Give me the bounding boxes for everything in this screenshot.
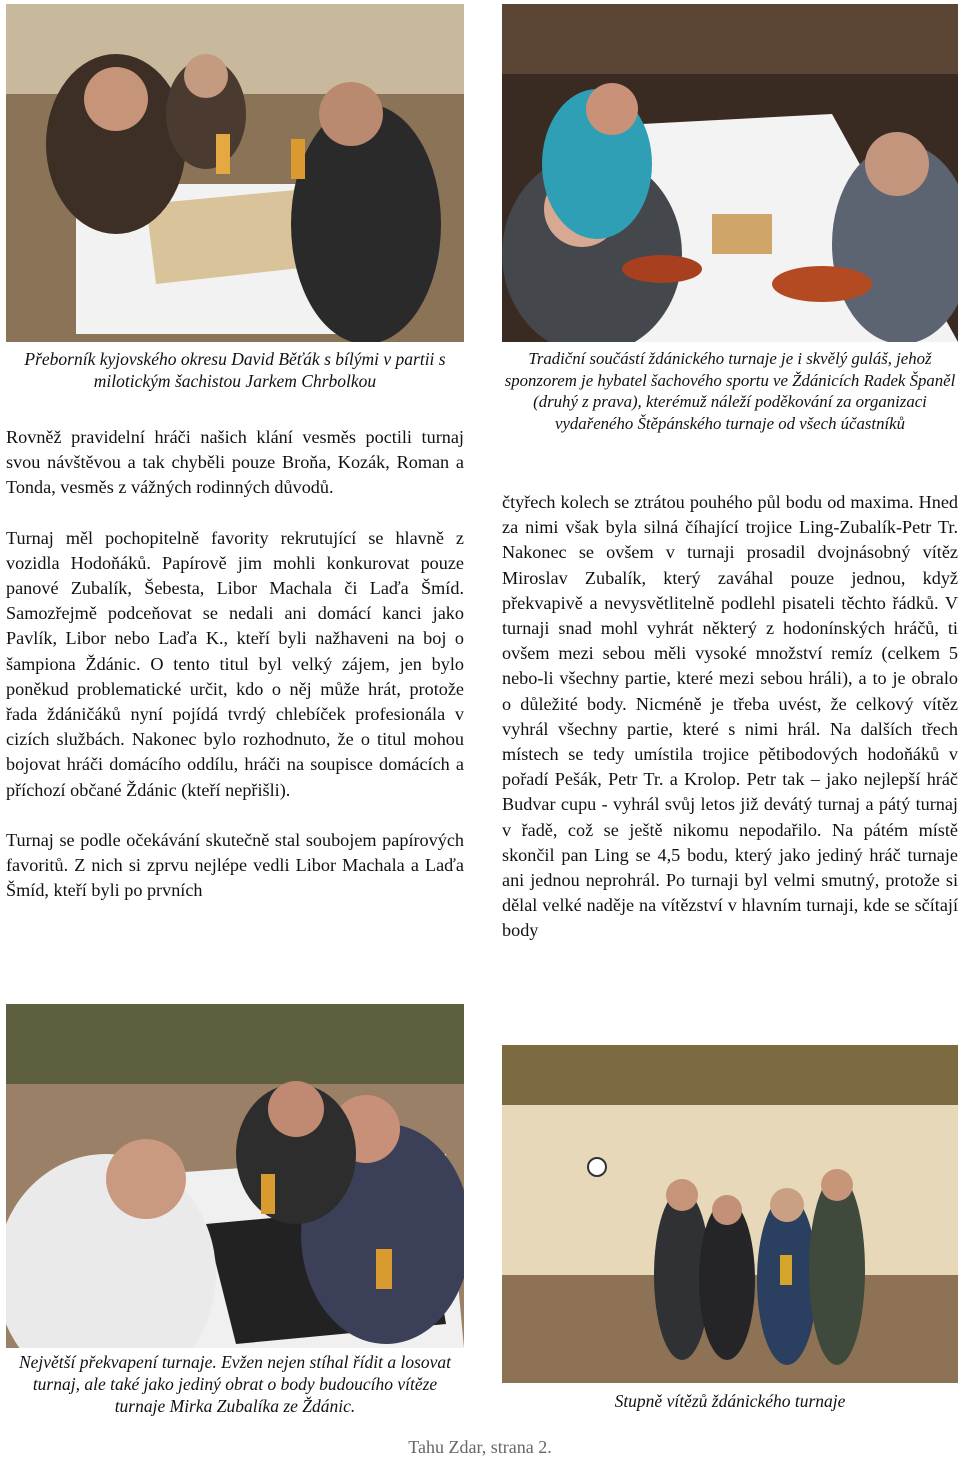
photo-chess-players-top-left (6, 4, 464, 342)
caption-bottom-right: Stupně vítězů ždánického turnaje (614, 1391, 846, 1411)
photo-scene (6, 4, 464, 342)
caption-bottom-left: Největší překvapení turnaje. Evžen nejen stíhal řídit a losovat turnaj, ale také jako jediný obrat o body budoucího vítěze turnaje Mirka Zubalíka ze Ždánic. (18, 1352, 452, 1416)
photo-chess-players-bottom-left (6, 1004, 464, 1348)
paragraph: čtyřech kolech se ztrátou pouhého půl bodu od maxima. Hned za nimi však byla silná číhající trojice Ling-Zubalík-Petr Tr. Nakonec se ovšem v turnaji prosadil dvojnásobný vítěz Miroslav Zubalík, který zaváhal pouze jednou, když překvapivě a nevysvětlitelně podlehl pisateli těchto řádků. V turnaji snad mohl vyhrát některý z hodonínských hráčů, ti ovšem mezi sebou měli vysoké množství remíz (celkem 5 nebo-li všechny partie, které mezi sebou hráli), a to je obralo o důležité body. Nicméně je třeba uvést, že celkový vítěz vyhrál všechny partie, které s nimi hrál. Na dalších třech místech se tedy umístila trojice pětibodových hodoňáků v pořadí Pešák, Petr Tr. a Krolop. Petr tak – jako nejlepší hráč Budvar cupu - vyhrál svůj letos již devátý turnaj a pátý turnaj v řadě, což se ještě nikomu nepodařilo. Na pátém místě skončil pan Ling se 4,5 bodu, který jako jediný hráč turnaje ani jednou neprohrál. Po turnaji byl velmi smutný, protože si dělal velké naděje na vítězství v hlavním turnaji, kde se sčítají body (502, 492, 958, 941)
page-footer: Tahu Zdar, strana 2. (408, 1437, 552, 1457)
photo-goulash-top-right (502, 4, 958, 342)
left-column-text (6, 425, 464, 903)
paragraph: Rovněž pravidelní hráči našich klání vesměs poctili turnaj svou návštěvou a tak chyběli pouze Broňa, Kozák, Roman a Tonda, vesměs z vážných rodinných důvodů. (6, 427, 464, 498)
paragraph: Turnaj se podle očekávání skutečně stal soubojem papírových favoritů. Z nich si zprvu nejlépe vedli Libor Machala a Laďa Šmíd, kteří byli po prvních (6, 829, 464, 901)
photo-scene (502, 4, 958, 342)
caption-top-right: Tradiční součástí ždánického turnaje je i skvělý guláš, jehož sponzorem je hybatel šachového sportu ve Ždánicích Radek Španěl (druhý z prava), kterémuž náleží poděkování za organizaci vydařeného Štěpánského turnaje od všech účastníků (504, 349, 956, 433)
caption-top-left: Přeborník kyjovského okresu David Běťák s bílými v partii s milotickým šachistou Jarkem Chrbolkou (24, 349, 446, 391)
photo-scene (6, 1004, 464, 1348)
right-column-text (502, 490, 958, 944)
paragraph: Turnaj měl pochopitelně favority rekrutující se hlavně z vozidla Hodoňáků. Papírově jim mohli konkurovat pouze panové Zubalík, Šebesta, Libor Machala či Laďa Šmíd. Samozřejmě podceňovat se nedali ani domácí kanci jako Pavlík, Libor nebo Laďa K., kteří byli nažhaveni na boj o šampiona Ždánic. O tento titul byl velký zájem, jen bylo poněkud problematické určit, kdo o něj může hrát, protože řada ždáničáků nyní pojídá tvrdý chlebíček profesionála v cizích službách. Nakonec bylo rozhodnuto, že o titul mohou bojovat hráči domácího oddílu, hráči na soupisce domácích a příchozí občané Ždánic (kteří nepřišli). (6, 527, 464, 800)
photo-winners-bottom-right (502, 1045, 958, 1383)
photo-scene (502, 1045, 958, 1383)
